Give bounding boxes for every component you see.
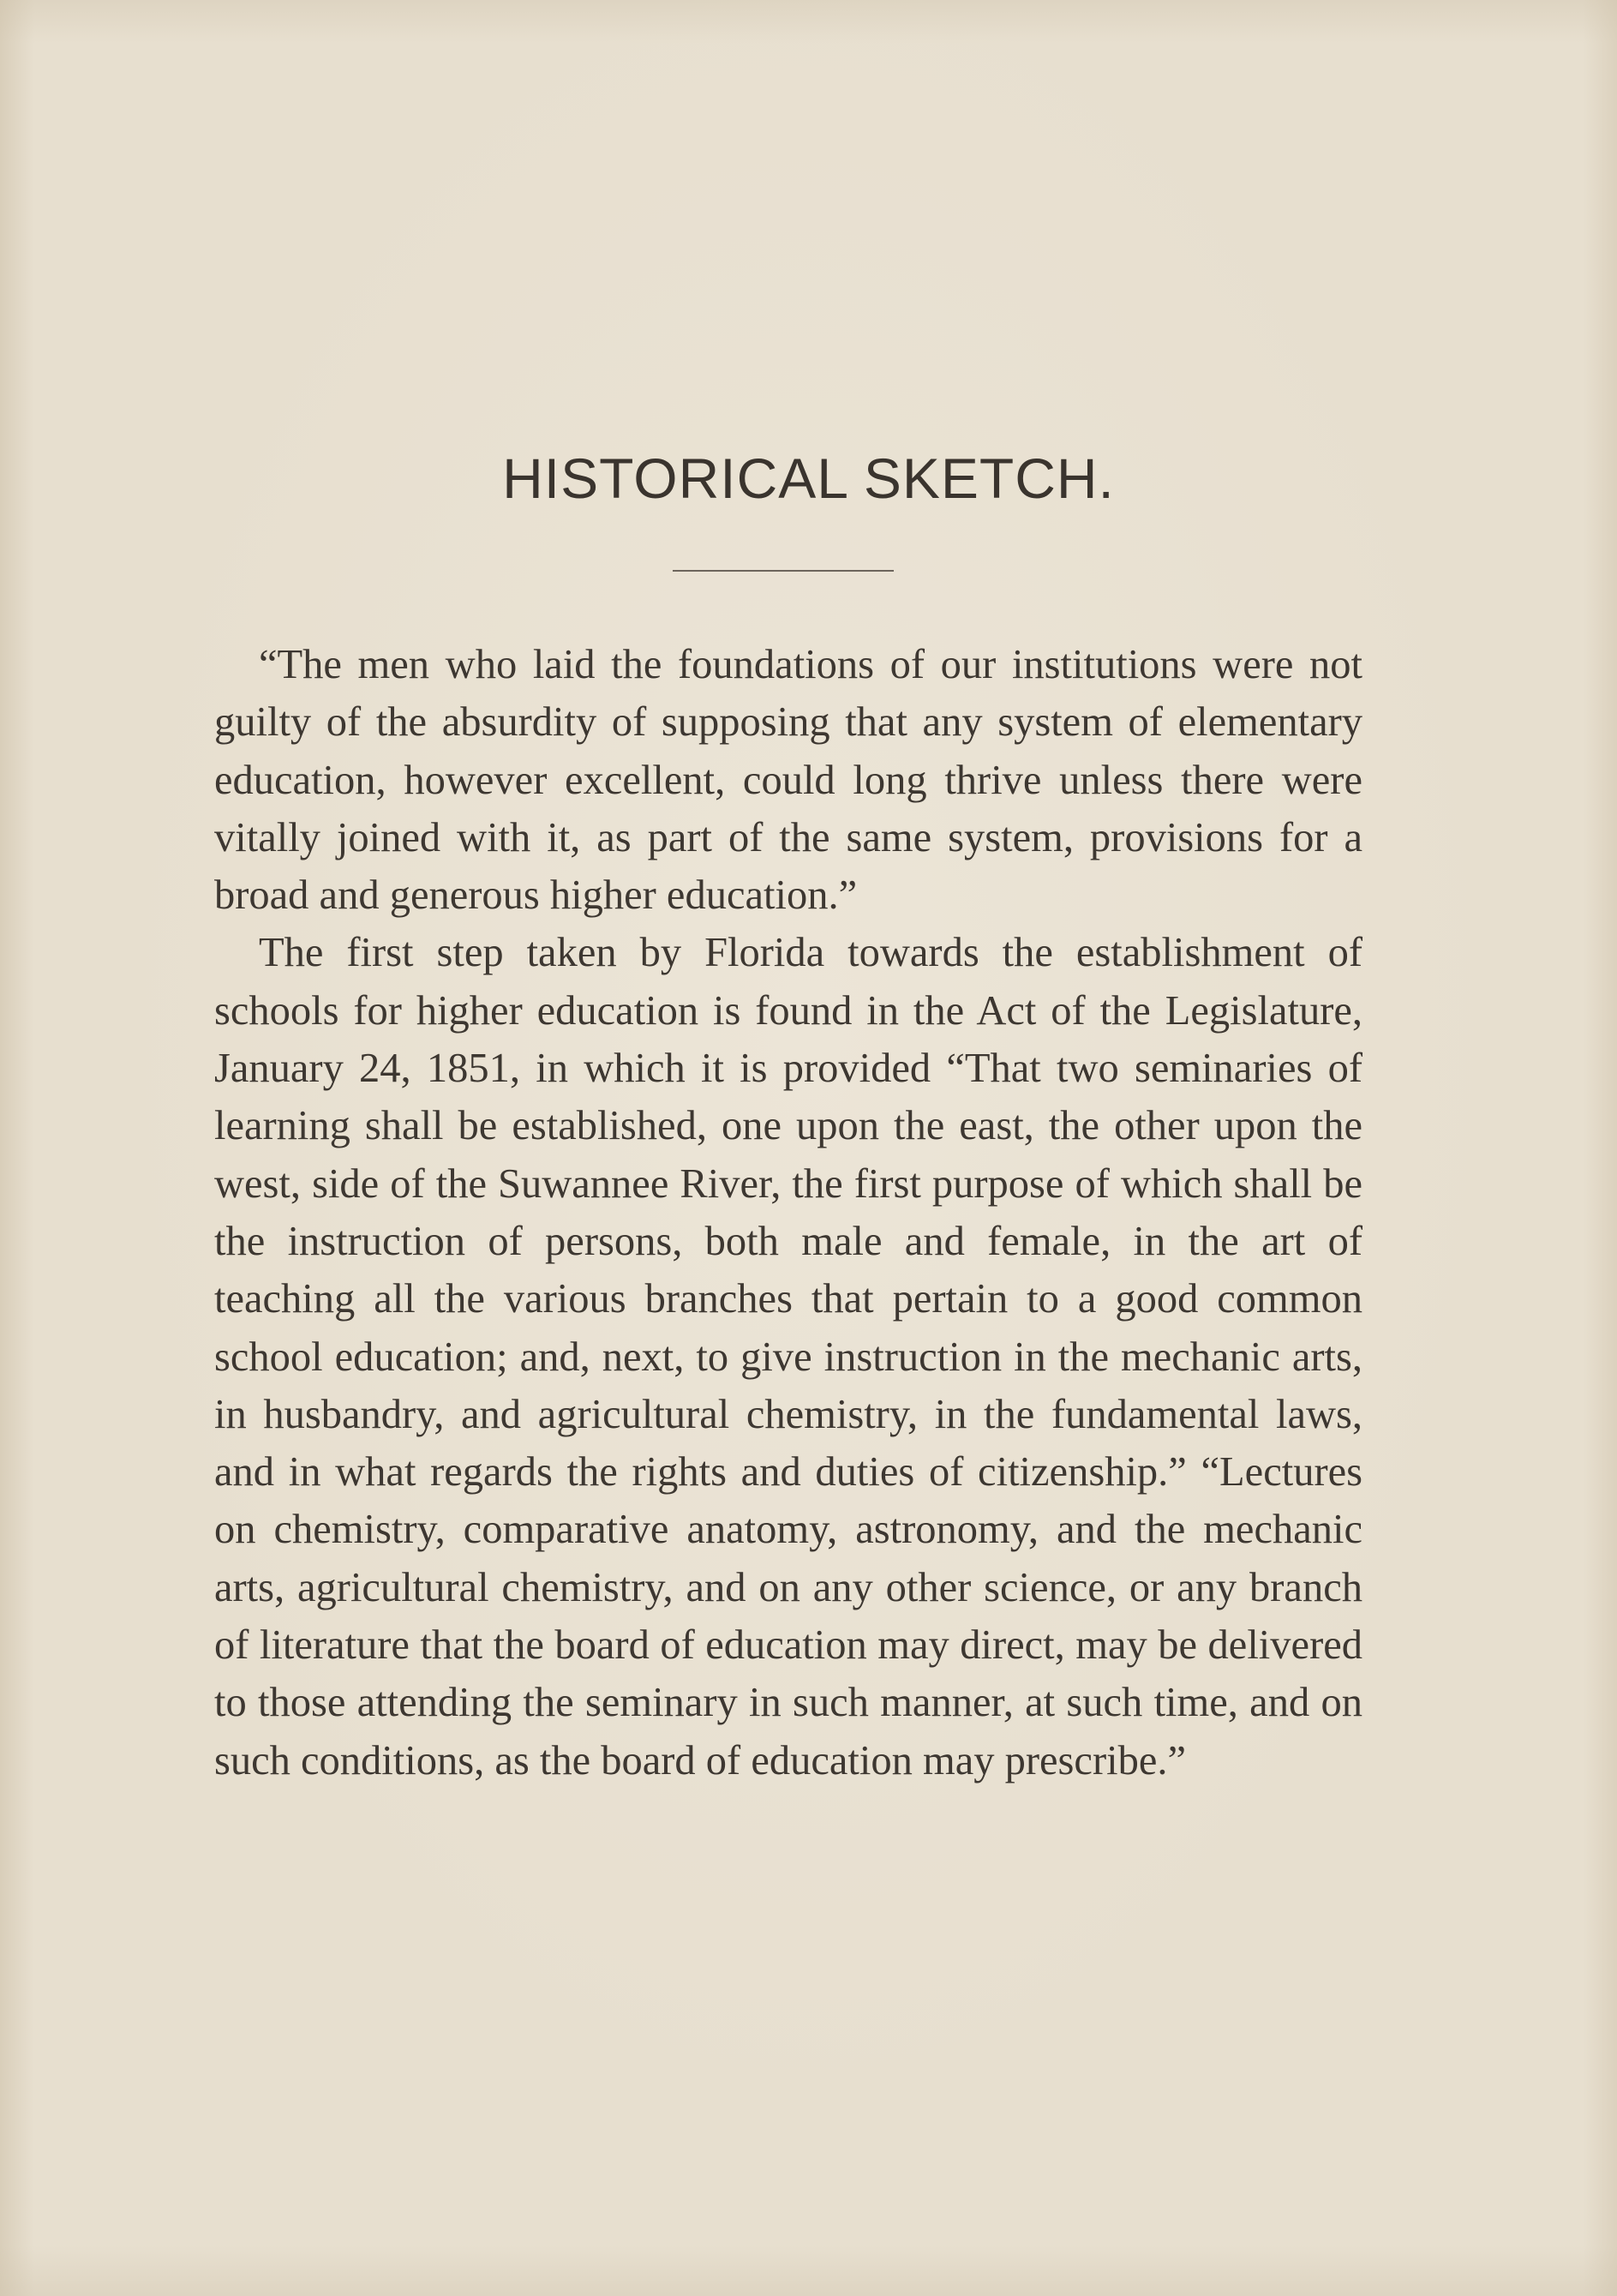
paragraph-quote: “The men who laid the foundations of our institutions were not guilty of the absurdity of supposing that any system of elementary education, however excellent, could long thrive unless there were vitally joined with it, as part of the same system, provisions for a broad and generous higher education.” (214, 642, 1362, 919)
paragraph-history: The first step taken by Florida towards the establishment of schools for higher education is found in the Act of the Legislature, January 24, 1851, in which it is provided “That two seminaries of learning shall be established, one upon the east, the other upon the west, side of the Suwannee River, the first purpose of which shall be the instruction of persons, both male and female, in the art of teaching all the various branches that pertain to a good common school education; and, next, to give instruction in the mechanic arts, in husbandry, and agricultural chemistry, in the fundamental laws, and in what regards the rights and duties of citizenship.” “Lectures on chemistry, comparative anatomy, astronomy, and the mechanic arts, agricultural chemistry, and on any other science, or any branch of literature that the board of education may direct, may be delivered to those attending the seminary in such manner, at such time, and on such conditions, as the board of education may prescribe.” (214, 930, 1362, 1783)
body-text (214, 636, 1362, 1789)
title-divider (673, 570, 894, 572)
page-title: HISTORICAL SKETCH. (502, 447, 1115, 510)
